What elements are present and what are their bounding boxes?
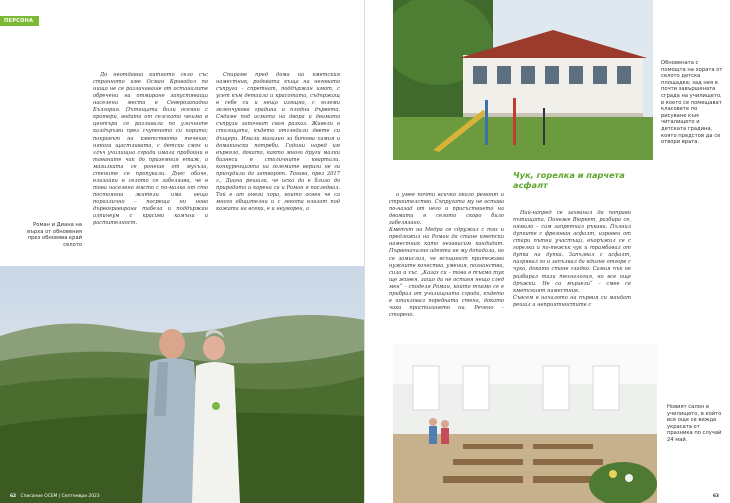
section-tag: ПЕРСОНА xyxy=(0,16,39,26)
right-footer xyxy=(713,494,722,499)
left-page-number: 62 xyxy=(10,494,17,499)
left-footer-text: Списание ОСЕМ | Септември 2023 xyxy=(20,494,100,499)
right-column-2-text: Най-напред се захванал да поправи пътищата. Понеже Вюркет, разбира се, нямало – сам запретнал ръкави. Пълнил дупките с фрезован асфалт, изровен от стари пътни участъци, въоръжил се с горелка и по-тежък чук и трамбовал от дупка на дупка. Запълвал с асфалт, нагрявал го и запълвал да вдигне отгоре с чука, докато стане гладко. Самия пък не разбирал тази технология, но все още дръжки. Не са мързели“ – смее се кметският наместник. Съвсем в началото на първия си мандат решил и неприятностите с xyxy=(513,210,631,308)
right-page xyxy=(365,0,730,503)
right-bottom-caption: Новият салон в училището, в който все още се вижда украсата от празника по случай 24 май. xyxy=(667,404,722,443)
left-column-1 xyxy=(93,58,208,256)
right-column-2 xyxy=(513,196,631,344)
school-playground-photo xyxy=(393,0,653,160)
section-heading: Чук, горелка и парчета асфалт xyxy=(513,170,625,190)
right-column-1-text: и умее почти всичко около ремонт и строителство. Съпругата му не остава по-назад от него и присъствието на двамата в селото скоро било забелязано. Кметът на Медра се сдружил с тях и предложил на Роман да стане кметски наместник като независим кандидат. Първоначално идеята не му допадала, но се замислил, че всъщност притежава нужните качества, умения, познанства, сила и хъс. „Казах си – това е тъкмо тук ще живея, защо да не оставя нещо след мен“ – споделя Роман, който тъкмо се е прибрал от училищната сграда, където е шпакловал поредната стена, докато чака пристигането ни. Речено – сторено. xyxy=(389,192,504,318)
left-column-2-text: Спираме пред дома на кметския наместник, родовата къща на неговата съпруга – спретнат, поддържан имот, с усет към детайла и красотата, съдържащ в себе си и нещо изящно, с големи зеленчукова градина и плодни дървета. Сядаме под асмата на двора и двамата съпрузи започват своя разказ. Живели в столицата, където отгледали двете си дъщери. Имали магазин за битова химия и домакински потреби. Години наред им вървяло, докато, както много други малки бизнеси в столичните квартали, конкуренцията на големите вериги не ги принудила да затворят. Тогава, през 2017 г., Диана решила, че иска да е близо до природата и корена си и Роман я последвал. Той е от онези хора, които освен че са много общителни и с лекота влизат под кожата на всеки, е и неуморен, а xyxy=(216,72,342,212)
right-page-number: 63 xyxy=(712,494,719,499)
right-column-1 xyxy=(389,178,504,343)
classroom-photo xyxy=(393,344,657,503)
left-photo-caption: Роман и Диана на върха от обновения през обновява край селото xyxy=(27,222,82,248)
left-footer xyxy=(10,494,100,499)
left-column-1-text: До неотдавна китното село със странното име Осман Криводол по нищо не се различаваше от останалите обречени на отмиране запустяващи населени места в Северозападна България. Пътищата били осеяни с кратери, водата от селската чешма в центъра се разливала по уличните калдъръми през счупеното си корито; покривът на кметството течеше; някога щастливата, с детски смях и глъч училищна сграда имала пробойни в таваните чак до приземния етаж, а мазилката се ронеше от мухъла, стените се пропукали. Днес обаче, влизайки в селото се забелязва, че в това населено място с по-малко от сто постоянни жители има нещо поразлично – посреща ни нова дървогравирана табела и поддържан алпинеум с красиви камъни и растителност. xyxy=(93,72,210,227)
couple-photo xyxy=(0,266,365,503)
left-column-2 xyxy=(216,58,340,256)
right-top-caption: Обновената с помощта на хората от селото детска площадка; зад нея е почти завършената сграда на училището, в което се помещават класовете по рисуване към читалището и детската градина, която предстои да се отвори врата. xyxy=(661,60,723,146)
